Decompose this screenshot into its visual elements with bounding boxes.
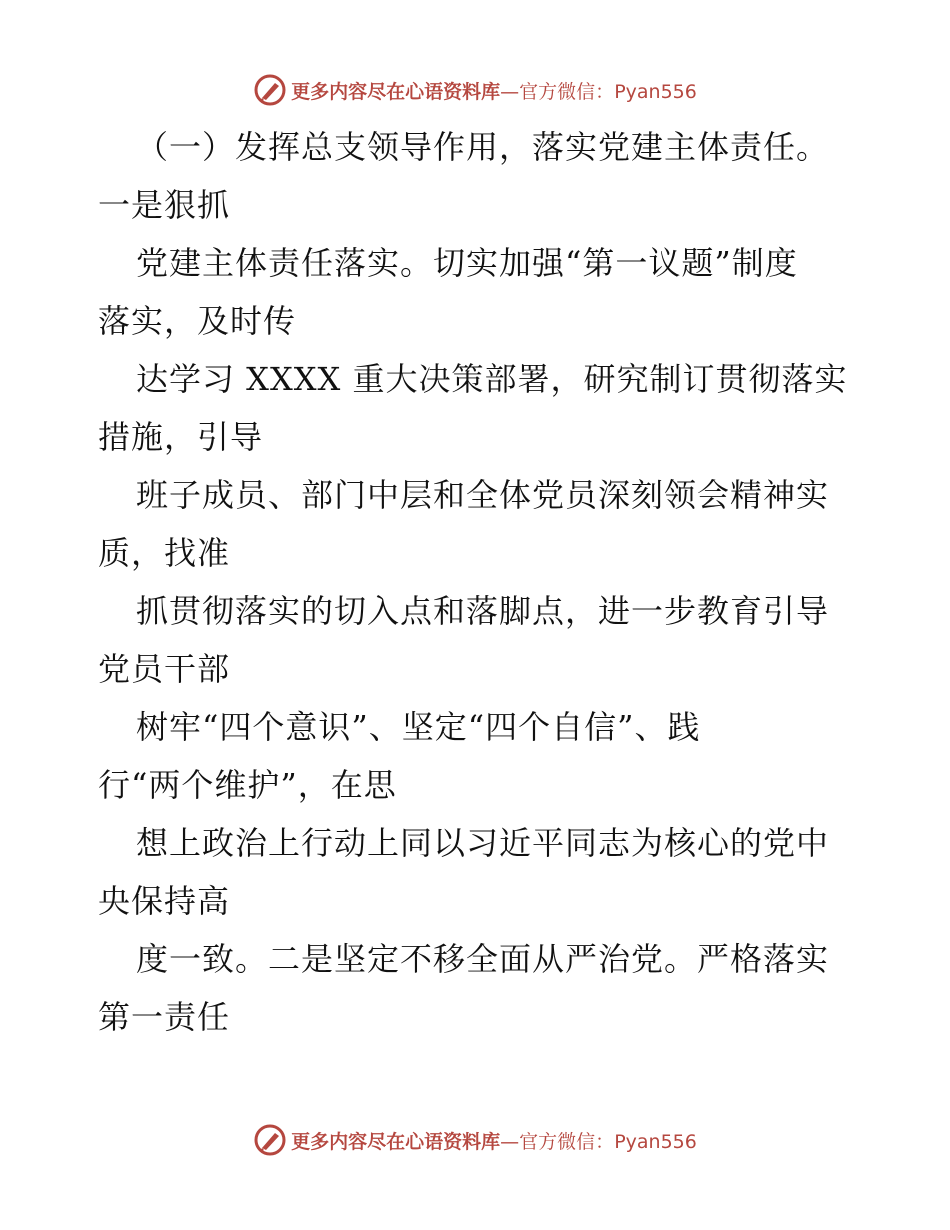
pen-logo-icon xyxy=(253,73,287,107)
banner-wechat-label: 官方微信： xyxy=(519,80,615,103)
banner-dash: — xyxy=(500,80,520,103)
text-line: 党员干部 xyxy=(98,650,231,688)
banner-dash: — xyxy=(500,1130,520,1153)
text-line: 树牢“四个意识”、坚定“四个自信”、践 xyxy=(136,708,701,746)
banner-brand: 更多内容尽在心语资料库 xyxy=(291,1130,501,1153)
text-line: 班子成员、部门中层和全体党员深刻领会精神实 xyxy=(136,476,830,514)
text-line: 落实，及时传 xyxy=(98,302,297,340)
text-line: （一）发挥总支领导作用，落实党建主体责任。 xyxy=(136,128,830,166)
pen-logo-icon xyxy=(253,1123,287,1157)
banner-handle: Pyan556 xyxy=(614,1130,697,1153)
text-line: 抓贯彻落实的切入点和落脚点，进一步教育引导 xyxy=(136,592,830,630)
text-line: 央保持高 xyxy=(98,882,231,920)
text-line: 度一致。二是坚定不移全面从严治党。严格落实 xyxy=(136,940,830,978)
text-line: 想上政治上行动上同以习近平同志为核心的党中 xyxy=(136,824,830,862)
banner-wechat-label: 官方微信： xyxy=(519,1130,615,1153)
header-watermark xyxy=(0,70,950,110)
text-line: 第一责任 xyxy=(98,998,231,1036)
text-line: 行“两个维护”，在思 xyxy=(98,766,397,804)
text-line: 达学习 XXXX 重大决策部署，研究制订贯彻落实 xyxy=(136,360,848,398)
text-line: 一是狠抓 xyxy=(98,186,231,224)
banner-handle: Pyan556 xyxy=(614,80,697,103)
banner-text xyxy=(291,77,697,104)
footer-watermark xyxy=(0,1120,950,1160)
text-line: 措施，引导 xyxy=(98,418,264,456)
banner-text xyxy=(291,1127,697,1154)
banner-brand: 更多内容尽在心语资料库 xyxy=(291,80,501,103)
text-line: 党建主体责任落实。切实加强“第一议题”制度 xyxy=(136,244,798,282)
text-line: 质，找准 xyxy=(98,534,231,572)
document-body xyxy=(98,118,858,1046)
